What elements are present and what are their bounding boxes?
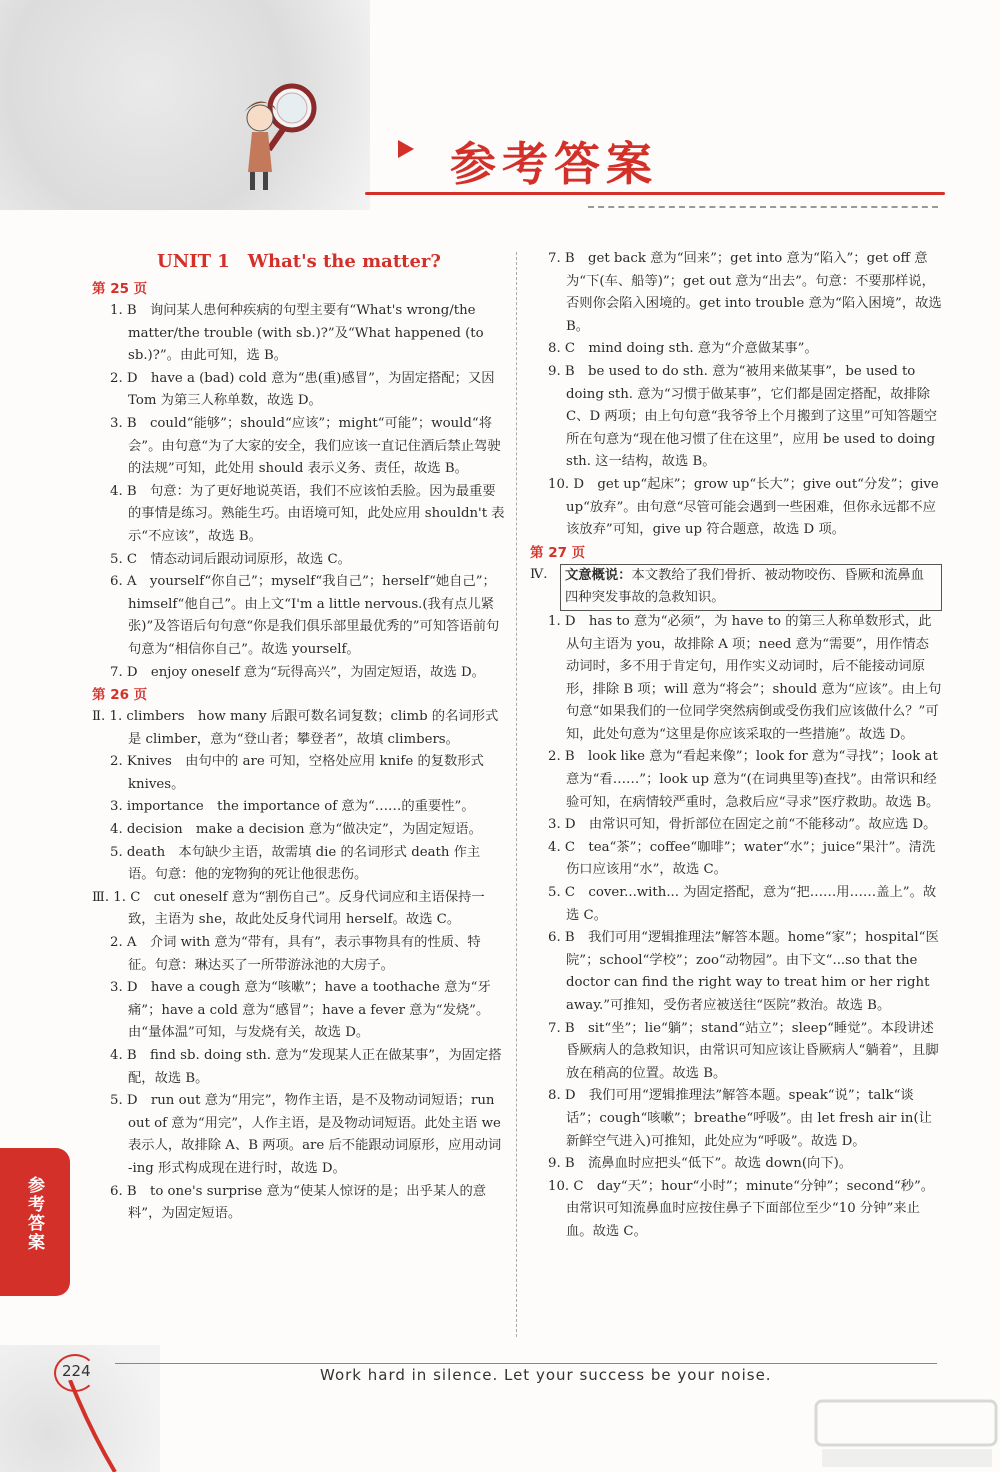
summary-text: 本文教给了我们骨折、被动物咬伤、昏厥和流鼻血四种突发事故的急救知识。 bbox=[565, 567, 925, 606]
answer-item: 5. C 情态动词后跟动词原形，故选 C。 bbox=[110, 551, 351, 567]
play-arrow-icon bbox=[398, 140, 414, 158]
answer-item: 2. D have a (bad) cold 意为“患(重)感冒”，为固定搭配；又因 Tom 为第三人称单数，故选 D。 bbox=[110, 370, 495, 409]
answer-item: 4. B find sb. doing sth. 意为“发现某人正在做某事”，为固定搭配，故选 B。 bbox=[110, 1048, 502, 1086]
title-underline bbox=[365, 192, 945, 195]
answer-item: 9. B be used to do sth. 意为“被用来做某事”，be used to doing sth. 意为“习惯于做某事”，它们都是固定搭配，故排除 C、D 两项；由上句句意“我爷爷上个月搬到了这里”可知答题空所在句意为“现在他习惯了住在这里”，应用 be used to doing sth. 这一结构，故选 B。 bbox=[548, 363, 938, 470]
answer-item: 9. B 流鼻血时应把头“低下”。故选 down(向下)。 bbox=[548, 1156, 853, 1172]
unit-heading: UNIT 1 What's the matter? bbox=[157, 251, 441, 272]
answer-item: 3. D 由常识可知，骨折部位在固定之前“不能移动”。故应选 D。 bbox=[548, 817, 937, 833]
answer-item: 4. B 句意：为了更好地说英语，我们不应该怕丢脸。因为最重要的事情是练习。熟能生巧。由语境可知，此处应用 shouldn't 表示“不应该”，故选 B。 bbox=[110, 483, 505, 544]
summary-label: 文意概说： bbox=[565, 567, 632, 583]
answer-column-right bbox=[530, 248, 942, 1244]
summary-row bbox=[530, 564, 942, 611]
answer-item: 5. D run out 意为“用完”，物作主语，是不及物动词短语；run out of 意为“用完”，人作主语，是及物动词短语。此处主语 we 表示人，故排除 A、B 两项。are 后不能跟动词原形，应用动词 -ing 形式构成现在进行时，故选 D。 bbox=[110, 1093, 502, 1176]
answer-item: 3. importance the importance of 意为“……的重要性”。 bbox=[110, 799, 475, 815]
title-dashed-rule bbox=[588, 206, 938, 208]
side-tab bbox=[0, 1148, 70, 1296]
page-title: 参考答案 bbox=[450, 137, 658, 191]
swoosh-decoration bbox=[60, 1380, 120, 1472]
watermark-logo bbox=[812, 1395, 1000, 1472]
answer-item: 7. B sit“坐”；lie“躺”；stand“站立”；sleep“睡觉”。本段讲述昏厥病人的急救知识，由常识可知应该让昏厥病人“躺着”，且脚放在稍高的位置。故选 B。 bbox=[548, 1020, 939, 1081]
answer-item: 1. D has to 意为“必须”，为 have to 的第三人称单数形式，此从句主语为 you，故排除 A 项；need 意为“需要”，用作情态动词时，多不用于肯定句，用作实义动词时，后不能接动词原形，排除 B 项；will 意为“将会”；should 意为“应该”。由上句句意“如果我们的一位同学突然病倒或受伤我们应该做什么？”可知，此处句意为“这里是你应该采取的一些措施”。故选 D。 bbox=[548, 613, 942, 742]
side-tab-label: 参考答案 bbox=[24, 1176, 44, 1252]
answer-item: 10. D get up“起床”；grow up“长大”；give out“分发”；give up“放弃”。由句意“尽管可能会遇到一些困难，但你永远都不应该放弃”可知，give up 符合题意，故选 D 项。 bbox=[548, 476, 939, 538]
page-section-27: 第 27 页 bbox=[530, 544, 586, 561]
answer-item: 8. C mind doing sth. 意为“介意做某事”。 bbox=[548, 341, 818, 357]
footer-motto: Work hard in silence. Let your success be your noise. bbox=[320, 1366, 772, 1384]
answer-item: 1. B 询问某人患何种疾病的句型主要有“What's wrong/the matter/the trouble (with sb.)?”及“What happened (to sb.)?”。由此可知，选 B。 bbox=[110, 303, 484, 364]
answer-item: 5. death 本句缺少主语，故需填 die 的名词形式 death 作主语。句意：他的宠物狗的死让他很悲伤。 bbox=[110, 844, 481, 883]
footer-rule bbox=[115, 1363, 937, 1364]
answer-item: 4. decision make a decision 意为“做决定”，为固定短语。 bbox=[110, 822, 482, 838]
answer-item: 8. D 我们可用“逻辑推理法”解答本题。speak“说”；talk“谈话”；cough“咳嗽”；breathe“呼吸”。由 let fresh air in(让新鲜空气进入)可推知，此处应为“呼吸”。故选 D。 bbox=[548, 1088, 932, 1149]
answer-column-left bbox=[92, 248, 506, 1226]
girl-magnifier-icon bbox=[230, 80, 330, 200]
summary-box bbox=[560, 564, 942, 611]
answer-item: 6. B to one's surprise 意为“使某人惊讶的是；出乎某人的意料”，为固定短语。 bbox=[110, 1183, 487, 1222]
column-divider bbox=[516, 252, 517, 1337]
page-number: 224 bbox=[62, 1362, 91, 1380]
answer-item: 3. B could“能够”；should“应该”；might“可能”；would“将会”。由句意“为了大家的安全，我们应该一直记住酒后禁止驾驶的法规”可知，此处用 should 表示义务、责任，故选 B。 bbox=[110, 415, 501, 477]
roman-numeral: Ⅳ. bbox=[530, 566, 548, 582]
answer-item: 6. B 我们可用“逻辑推理法”解答本题。home“家”；hospital“医院”；school“学校”；zoo“动物园”。由下文“...so that the doctor can find the right way to treat him or her right away.”可推知，受伤者应被送往“医院”救治。故选 B。 bbox=[548, 930, 939, 1013]
answer-item: Ⅲ. 1. C cut oneself 意为“割伤自己”。反身代词应和主语保持一致，主语为 she，故此处反身代词用 herself。故选 C。 bbox=[92, 889, 485, 928]
answer-item: 4. C tea“茶”；coffee“咖啡”；water“水”；juice“果汁”。清洗伤口应该用“水”，故选 C。 bbox=[548, 839, 936, 878]
answer-item: 10. C day“天”；hour“小时”；minute“分钟”；second“秒”。由常识可知流鼻血时应按住鼻子下面部位至少“10 分钟”来止血。故选 C。 bbox=[548, 1178, 935, 1239]
answer-item: 5. C cover...with... 为固定搭配，意为“把……用……盖上”。故选 C。 bbox=[548, 885, 937, 923]
answer-item: 7. D enjoy oneself 意为“玩得高兴”，为固定短语，故选 D。 bbox=[110, 664, 485, 680]
page-section-25: 第 25 页 bbox=[92, 281, 148, 297]
answer-item: 3. D have a cough 意为“咳嗽”；have a toothache 意为“牙痛”；have a cold 意为“感冒”；have a fever 意为“发烧”。由“量体温”可知，与发烧有关，故选 D。 bbox=[110, 980, 491, 1041]
page-section-26: 第 26 页 bbox=[92, 687, 148, 704]
answer-item: 2. Knives 由句中的 are 可知，空格处应用 knife 的复数形式 knives。 bbox=[110, 754, 484, 792]
answer-item: Ⅱ. 1. climbers how many 后跟可数名词复数；climb 的名词形式是 climber，意为“登山者；攀登者”，故填 climbers。 bbox=[92, 709, 499, 747]
answer-item: 7. B get back 意为“回来”；get into 意为“陷入”；get off 意为“下(车、船等)”；get out 意为“出去”。句意：不要那样说，否则你会陷入困境的。get into trouble 意为“陷入困境”，故选 B。 bbox=[548, 251, 942, 334]
answer-item: 6. A yourself“你自己”；myself“我自己”；herself“她自己”；himself“他自己”。由上文“I'm a little nervous.(我有点儿紧张)”及答语后句句意“你是我们俱乐部里最优秀的”可知答语前句句意为“相信你自己”。故选 yourself。 bbox=[110, 574, 500, 657]
answer-item: 2. B look like 意为“看起来像”；look for 意为“寻找”；look at 意为“看……”；look up 意为“(在词典里等)查找”。由常识和经验可知，在病情较严重时，急救后应“寻求”医疗救助。故选 B。 bbox=[548, 749, 940, 810]
answer-item: 2. A 介词 with 意为“带有，具有”，表示事物具有的性质、特征。句意：琳达买了一所带游泳池的大房子。 bbox=[110, 935, 481, 973]
